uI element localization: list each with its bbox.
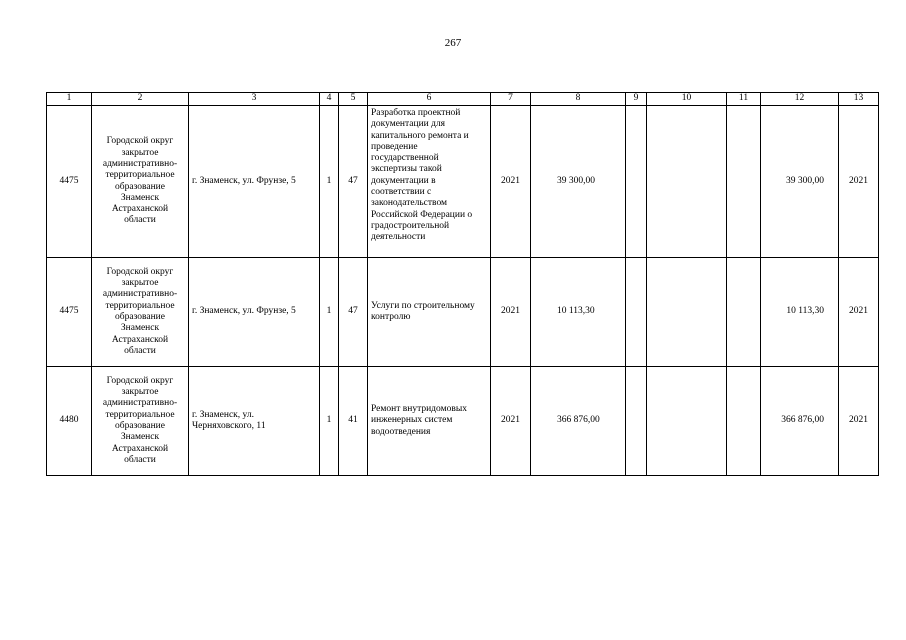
header-cell: 5 [339, 93, 368, 106]
header-cell: 1 [47, 93, 92, 106]
cell-total: 10 113,30 [761, 258, 839, 367]
cell-col9 [626, 258, 647, 367]
table-row [47, 258, 879, 367]
cell-number: 4475 [47, 258, 92, 367]
cell-year: 2021 [491, 106, 531, 258]
cell-col11 [727, 367, 761, 476]
header-cell: 10 [647, 93, 727, 106]
cell-number: 4480 [47, 367, 92, 476]
page-number: 267 [444, 37, 462, 49]
cell-year-end: 2021 [839, 258, 879, 367]
cell-number: 4475 [47, 106, 92, 258]
table-row [47, 367, 879, 476]
cell-address: г. Знаменск, ул. Черняховского, 11 [189, 367, 320, 476]
header-cell: 3 [189, 93, 320, 106]
header-cell: 7 [491, 93, 531, 106]
cell-col9 [626, 367, 647, 476]
registry-table [46, 92, 879, 476]
cell-col5: 47 [339, 106, 368, 258]
header-cell: 11 [727, 93, 761, 106]
cell-col4: 1 [320, 106, 339, 258]
cell-col5: 41 [339, 367, 368, 476]
cell-total: 366 876,00 [761, 367, 839, 476]
cell-col11 [727, 106, 761, 258]
work-type-text: Разработка проектной документации для капитального ремонта и проведение государственной экспертизы такой документации в соответствии с законодательством Российской Федерации о градостроительной деятельности [371, 108, 473, 243]
header-cell: 6 [368, 93, 491, 106]
cell-year: 2021 [491, 367, 531, 476]
work-type-text: Ремонт внутридомовых инженерных систем водоотведения [371, 404, 467, 437]
cell-municipality: Городской округ закрытое административно-территориальное образование Знаменск Астраханской области [92, 106, 189, 258]
cell-municipality: Городской округ закрытое административно-территориальное образование Знаменск Астраханской области [92, 258, 189, 367]
header-cell: 12 [761, 93, 839, 106]
cell-year-end: 2021 [839, 106, 879, 258]
cell-amount: 10 113,30 [531, 258, 626, 367]
header-row [47, 93, 879, 106]
cell-work-type [368, 367, 491, 476]
header-cell: 13 [839, 93, 879, 106]
cell-col10 [647, 367, 727, 476]
cell-col10 [647, 106, 727, 258]
cell-col10 [647, 258, 727, 367]
cell-address: г. Знаменск, ул. Фрунзе, 5 [189, 258, 320, 367]
cell-amount: 39 300,00 [531, 106, 626, 258]
cell-work-type [368, 258, 491, 367]
cell-year: 2021 [491, 258, 531, 367]
cell-col4: 1 [320, 258, 339, 367]
header-cell: 2 [92, 93, 189, 106]
cell-year-end: 2021 [839, 367, 879, 476]
cell-total: 39 300,00 [761, 106, 839, 258]
cell-address: г. Знаменск, ул. Фрунзе, 5 [189, 106, 320, 258]
cell-col9 [626, 106, 647, 258]
work-type-text: Услуги по строительному контролю [371, 300, 475, 322]
header-cell: 4 [320, 93, 339, 106]
cell-work-type [368, 106, 491, 258]
cell-col4: 1 [320, 367, 339, 476]
header-cell: 8 [531, 93, 626, 106]
cell-col11 [727, 258, 761, 367]
header-cell: 9 [626, 93, 647, 106]
cell-col5: 47 [339, 258, 368, 367]
cell-municipality: Городской округ закрытое административно-территориальное образование Знаменск Астраханской области [92, 367, 189, 476]
table-row [47, 106, 879, 258]
cell-amount: 366 876,00 [531, 367, 626, 476]
